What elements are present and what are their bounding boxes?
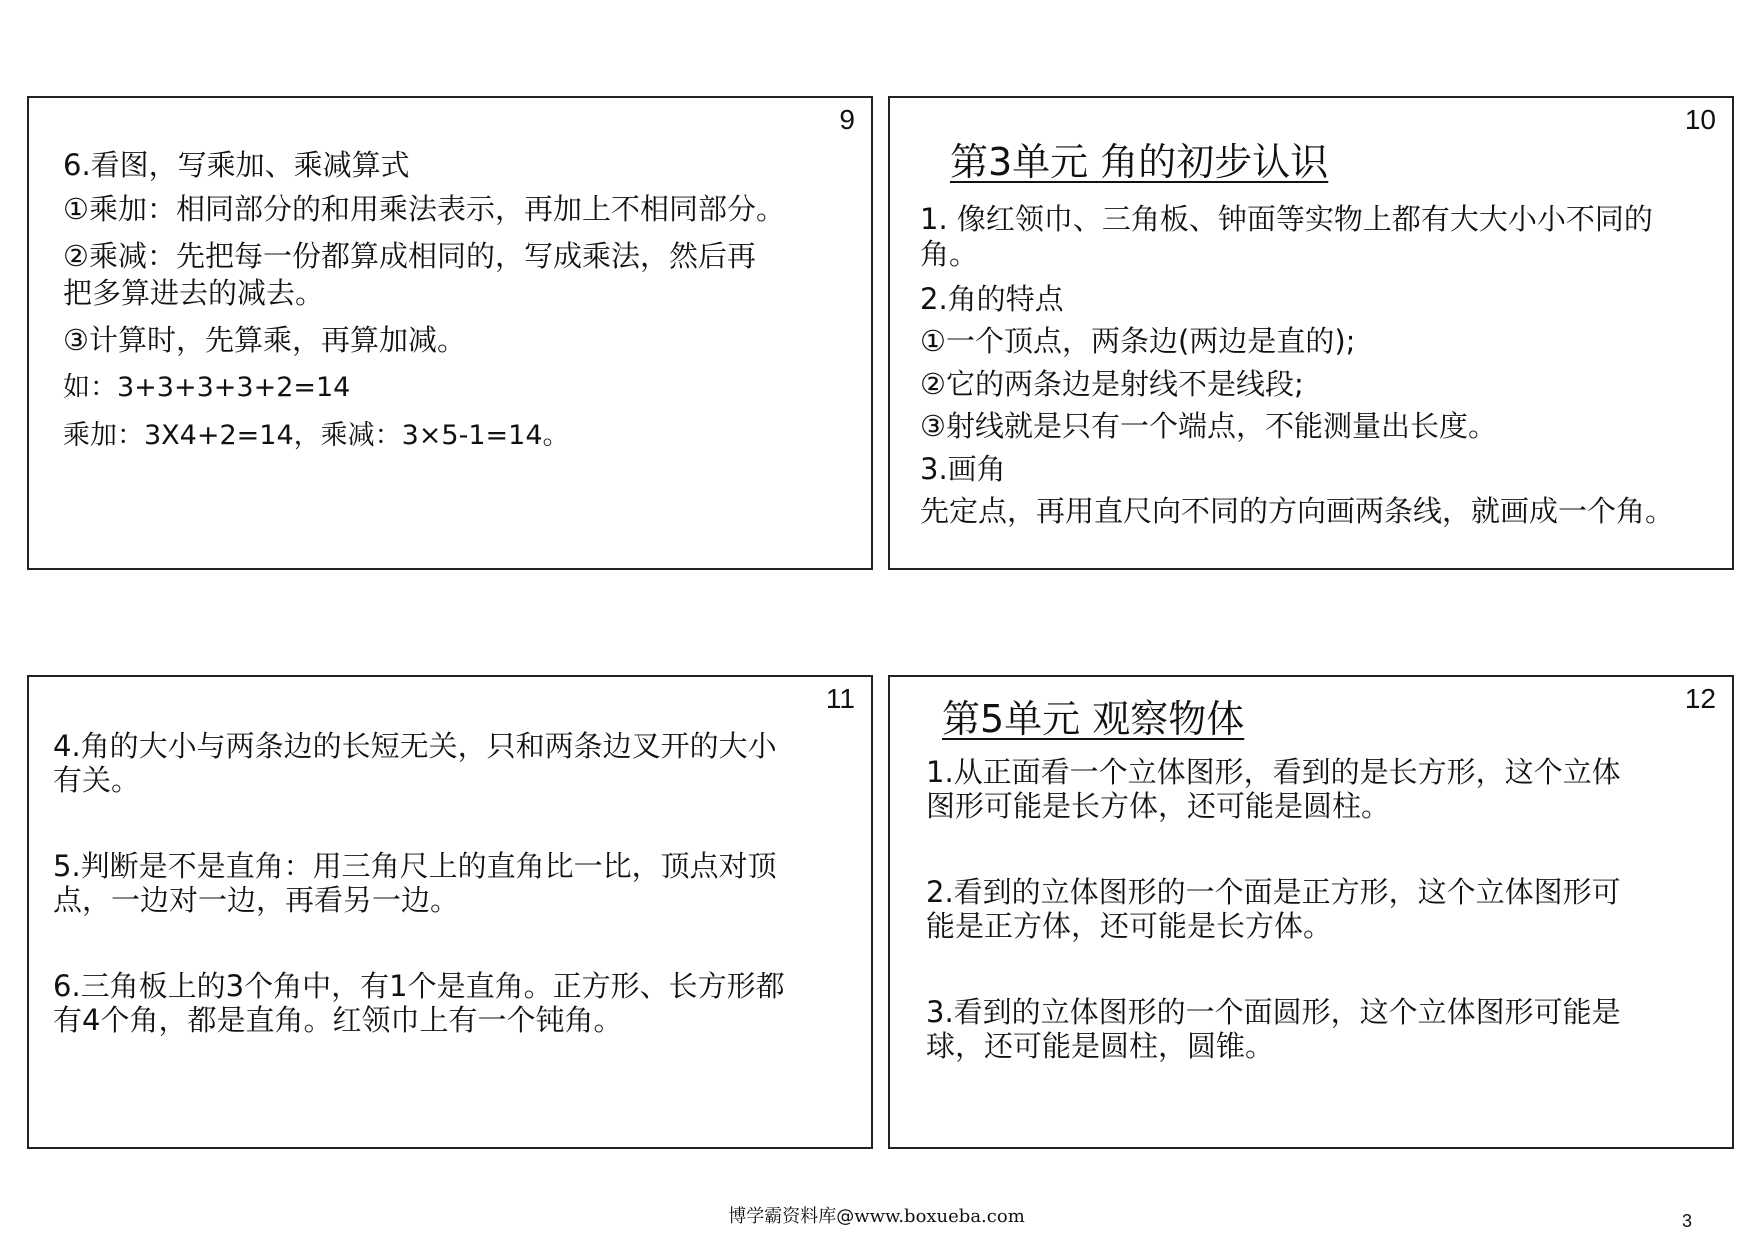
slide-10 bbox=[888, 96, 1734, 570]
text-line: 角。 bbox=[920, 237, 979, 271]
slide-body bbox=[890, 677, 1732, 1147]
slide-number: 11 bbox=[825, 683, 855, 714]
slide-11 bbox=[27, 675, 873, 1149]
text-line: ②它的两条边是射线不是线段; bbox=[920, 367, 1304, 401]
page-footer bbox=[0, 1206, 1753, 1228]
slide-body bbox=[29, 98, 871, 568]
text-line: 3.画角 bbox=[920, 452, 1006, 486]
text-line: 乘加：3X4+2=14，乘减：3×5-1=14。 bbox=[63, 420, 570, 451]
page-number: 3 bbox=[1682, 1211, 1693, 1231]
text-line: 1. 像红领巾、三角板、钟面等实物上都有大大小小不同的 bbox=[920, 202, 1653, 236]
text-line: 3.看到的立体图形的一个面圆形，这个立体图形可能是 bbox=[926, 995, 1621, 1029]
text-line: 先定点，再用直尺向不同的方向画两条线，就画成一个角。 bbox=[920, 494, 1675, 528]
footer-source: 博学霸资料库@ bbox=[728, 1206, 855, 1227]
text-line: 1.从正面看一个立体图形，看到的是长方形，这个立体 bbox=[926, 755, 1621, 789]
footer-url[interactable]: www.boxueba.com bbox=[854, 1206, 1025, 1227]
text-line: 图形可能是长方体，还可能是圆柱。 bbox=[926, 789, 1391, 823]
text-line: ③计算时，先算乘，再算加减。 bbox=[63, 323, 466, 357]
text-line: ①一个顶点，两条边(两边是直的); bbox=[920, 324, 1356, 358]
text-line: ③射线就是只有一个端点，不能测量出长度。 bbox=[920, 409, 1497, 443]
text-line: 能是正方体，还可能是长方体。 bbox=[926, 909, 1333, 943]
slide-number: 12 bbox=[1684, 683, 1716, 714]
text-line: 6.看图，写乘加、乘减算式 bbox=[63, 148, 410, 182]
slide-12 bbox=[888, 675, 1734, 1149]
text-line: 4.角的大小与两条边的长短无关，只和两条边叉开的大小 bbox=[53, 729, 777, 763]
slide-heading: 第5单元 观察物体 bbox=[942, 697, 1245, 741]
text-line: 点，一边对一边，再看另一边。 bbox=[53, 883, 460, 917]
text-line: 球，还可能是圆柱，圆锥。 bbox=[926, 1029, 1275, 1063]
text-line: ①乘加：相同部分的和用乘法表示，再加上不相同部分。 bbox=[63, 192, 785, 226]
slide-9 bbox=[27, 96, 873, 570]
slide-heading: 第3单元 角的初步认识 bbox=[950, 140, 1329, 184]
text-line: 5.判断是不是直角：用三角尺上的直角比一比，顶点对顶 bbox=[53, 849, 777, 883]
text-line: 把多算进去的减去。 bbox=[63, 276, 325, 310]
text-line: ②乘减：先把每一份都算成相同的，写成乘法，然后再 bbox=[63, 239, 756, 273]
slide-body bbox=[29, 677, 871, 1147]
slide-body bbox=[890, 98, 1732, 568]
text-line: 2.看到的立体图形的一个面是正方形，这个立体图形可 bbox=[926, 875, 1621, 909]
text-line: 有关。 bbox=[53, 763, 141, 797]
text-line: 2.角的特点 bbox=[920, 282, 1064, 316]
text-line: 如：3+3+3+3+2=14 bbox=[63, 372, 351, 403]
text-line: 有4个角，都是直角。红领巾上有一个钝角。 bbox=[53, 1003, 623, 1037]
slide-number: 9 bbox=[839, 104, 855, 135]
slide-number: 10 bbox=[1684, 104, 1716, 135]
text-line: 6.三角板上的3个角中，有1个是直角。正方形、长方形都 bbox=[53, 969, 785, 1003]
